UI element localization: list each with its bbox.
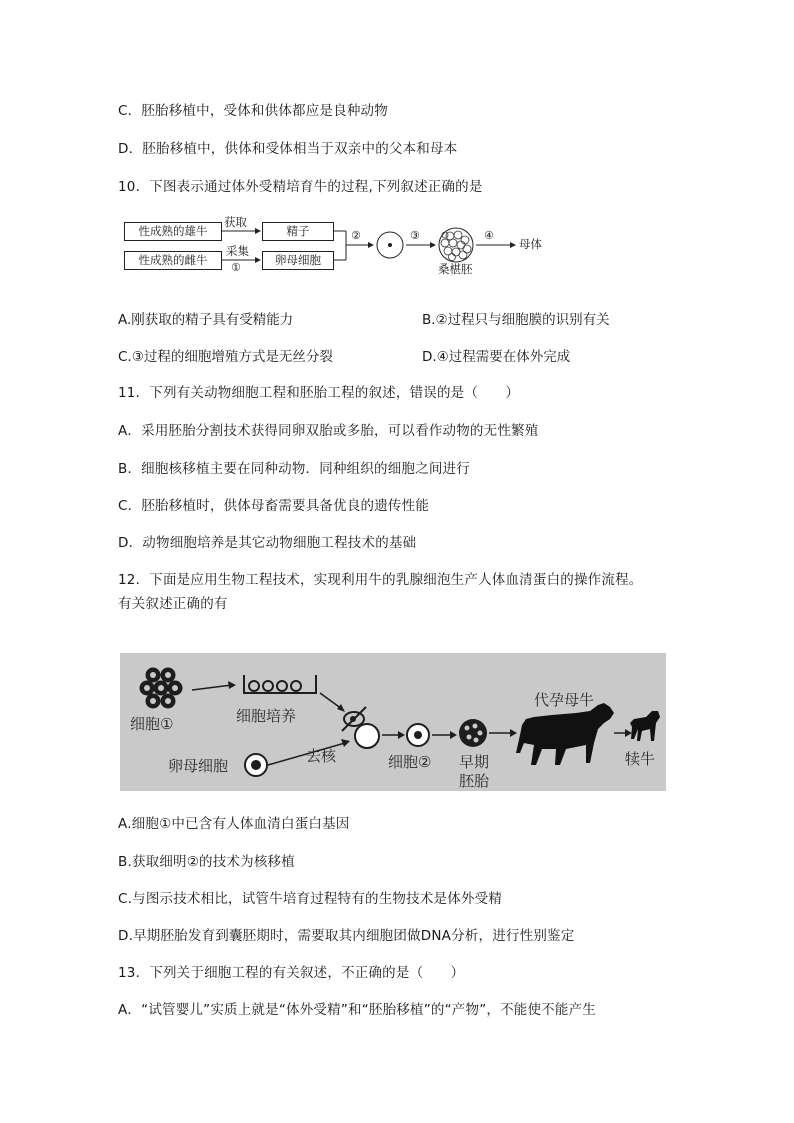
female-cow-box: 性成熟的雌牛 (124, 251, 222, 270)
early-embryo-label-2: 胚胎 (459, 772, 490, 790)
q12-option-d: D.早期胚胎发育到囊胚期时，需要取其内细胞团做DNA分析，进行性别鉴定 (118, 928, 575, 944)
step2-label: ② (351, 229, 361, 242)
q9-option-d: D．胚胎移植中，供体和受体相当于双亲中的父本和母本 (118, 141, 458, 157)
step4-label: ④ (484, 229, 494, 242)
q11-option-a: A．采用胚胎分割技术获得同卵双胎或多胎，可以看作动物的无性繁殖 (118, 423, 539, 439)
q10-stem: 10．下图表示通过体外受精培育牛的过程,下列叙述正确的是 (118, 179, 483, 195)
calf-label: 犊牛 (625, 750, 656, 768)
q11-option-c: C．胚胎移植时，供体母畜需要具备优良的遗传性能 (118, 498, 430, 514)
surrogate-cow-label: 代孕母牛 (534, 691, 595, 709)
mother-label: 母体 (519, 237, 542, 251)
q13-option-a: A．“试管婴儿”实质上就是“体外受精”和“胚胎移植”的“产物”，不能使不能产生 (118, 1002, 596, 1018)
q11-stem: 11．下列有关动物细胞工程和胚胎工程的叙述，错误的是（ ） (118, 385, 520, 401)
collect-label: 采集 (226, 244, 249, 258)
early-embryo-label-1: 早期 (459, 753, 490, 771)
q13-stem: 13．下列关于细胞工程的有关叙述，不正确的是（ ） (118, 965, 465, 981)
obtain-label: 获取 (224, 215, 247, 229)
q12-figure (120, 653, 666, 791)
step1-label: ① (231, 261, 241, 274)
q12-option-b: B.获取细明②的技术为核移植 (118, 854, 295, 870)
q11-option-b: B．细胞核移植主要在同种动物．同种组织的细胞之间进行 (118, 461, 470, 477)
q12-option-a: A.细胞①中已含有人体血清白蛋白基因 (118, 816, 350, 832)
oocyte-box: 卵母细胞 (262, 251, 334, 270)
q12-stem-line2: 有关叙述正确的有 (118, 596, 228, 612)
q12-option-c: C.与图示技术相比，试管牛培育过程特有的生物技术是体外受精 (118, 891, 503, 907)
q11-option-d: D．动物细胞培养是其它动物细胞工程技术的基础 (118, 535, 417, 551)
cell1-label: 细胞① (130, 715, 174, 733)
sperm-box: 精子 (262, 222, 334, 241)
q10-diagram-arrows (118, 205, 568, 285)
q12-stem-line1: 12．下面是应用生物工程技术，实现利用牛的乳腺细泡生产人体血清蛋白的操作流程。 (118, 572, 643, 588)
step3-label: ③ (410, 229, 420, 242)
morula-label: 桑椹胚 (438, 262, 473, 276)
enucleate-label: 去核 (306, 747, 337, 765)
cell2-label: 细胞② (388, 753, 432, 771)
q9-option-c: C．胚胎移植中，受体和供体都应是良种动物 (118, 103, 388, 119)
male-cow-box: 性成熟的雄牛 (124, 222, 222, 241)
q10-option-b: B.②过程只与细胞膜的识别有关 (422, 312, 610, 328)
q10-option-d: D.④过程需要在体外完成 (422, 349, 571, 365)
q10-option-a: A.刚获取的精子具有受精能力 (118, 312, 294, 328)
culture-label: 细胞培养 (236, 707, 297, 725)
oocyte-label: 卵母细胞 (168, 757, 229, 775)
q10-option-c: C.③过程的细胞增殖方式是无丝分裂 (118, 349, 333, 365)
